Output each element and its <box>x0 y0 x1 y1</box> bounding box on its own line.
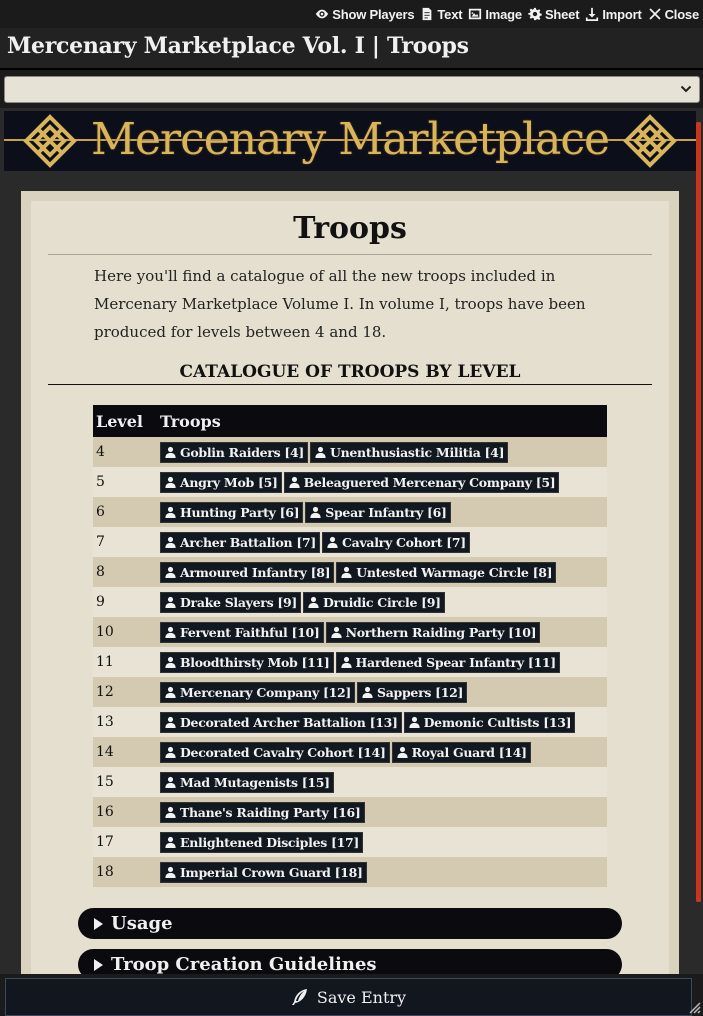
level-cell: 16 <box>93 797 157 827</box>
image-button[interactable] <box>468 7 522 22</box>
divider <box>48 254 652 255</box>
title-bar <box>0 28 703 70</box>
table-row <box>93 647 607 677</box>
troop-link[interactable] <box>160 802 365 823</box>
scrollbar-thumb[interactable] <box>696 122 701 902</box>
troop-link[interactable] <box>160 682 355 703</box>
banner-image <box>4 111 696 171</box>
troop-link[interactable] <box>160 442 308 463</box>
resize-handle-icon[interactable] <box>688 1001 702 1015</box>
feather-icon <box>291 988 309 1006</box>
troops-cell <box>157 557 607 587</box>
person-icon <box>409 716 420 728</box>
sheet-button[interactable] <box>528 7 579 22</box>
level-cell: 9 <box>93 587 157 617</box>
gear-icon <box>528 7 542 21</box>
troop-link-label: Beleaguered Mercenary Company [5] <box>303 474 556 490</box>
banner-title: Mercenary Marketplace <box>90 114 610 165</box>
troop-link-label: Hardened Spear Infantry [11] <box>355 654 556 670</box>
troop-link-label: Mad Mutagenists [15] <box>180 774 330 790</box>
save-entry-button[interactable] <box>5 978 692 1016</box>
troop-link[interactable] <box>160 712 402 733</box>
table-row <box>93 467 607 497</box>
troop-link[interactable] <box>160 652 334 673</box>
image-icon <box>468 7 482 21</box>
person-icon <box>165 866 176 878</box>
table-row <box>93 827 607 857</box>
sheet-label: Sheet <box>544 6 580 22</box>
troop-link[interactable] <box>160 562 334 583</box>
close-label: Close <box>664 6 699 22</box>
person-icon <box>165 446 176 458</box>
troop-link-label: Archer Battalion [7] <box>180 534 316 550</box>
table-row <box>93 677 607 707</box>
troop-link[interactable] <box>305 502 450 523</box>
troop-creation-guidelines-toggle[interactable] <box>78 949 622 974</box>
troop-link-label: Imperial Crown Guard [18] <box>180 864 363 880</box>
troop-link-label: Fervent Faithful [10] <box>180 624 320 640</box>
person-icon <box>341 566 352 578</box>
troops-cell <box>157 647 607 677</box>
troops-cell <box>157 827 607 857</box>
person-icon <box>289 476 300 488</box>
troop-link-label: Decorated Cavalry Cohort [14] <box>180 744 386 760</box>
troop-link-label: Royal Guard [14] <box>411 744 527 760</box>
troop-link-label: Untested Warmage Circle [8] <box>356 564 553 580</box>
table-row <box>93 767 607 797</box>
troop-link[interactable] <box>160 532 320 553</box>
disclosure-triangle-icon <box>94 959 103 971</box>
level-cell: 12 <box>93 677 157 707</box>
table-row <box>93 587 607 617</box>
content-viewer[interactable] <box>0 108 703 974</box>
person-icon <box>165 596 176 608</box>
document-icon <box>420 7 434 21</box>
troop-link[interactable] <box>160 592 301 613</box>
troop-link-label: Druidic Circle [9] <box>322 594 441 610</box>
troop-link-label: Angry Mob [5] <box>180 474 278 490</box>
troop-link[interactable] <box>310 442 508 463</box>
table-row <box>93 617 607 647</box>
table-row <box>93 497 607 527</box>
eye-icon <box>315 7 329 21</box>
troop-link[interactable] <box>284 472 560 493</box>
celtic-knot-icon <box>622 113 678 169</box>
troop-link[interactable] <box>336 652 560 673</box>
person-icon <box>165 806 176 818</box>
person-icon <box>397 746 408 758</box>
image-label: Image <box>485 6 522 22</box>
troop-link[interactable] <box>303 592 445 613</box>
intro-paragraph: Here you'll find a catalogue of all the new troops included in Mercenary Marketplace Volume I. In volume I, troops have been produced for levels between 4 and 18. <box>94 267 586 341</box>
import-button[interactable] <box>585 7 641 22</box>
troop-link[interactable] <box>160 622 324 643</box>
troops-cell <box>157 797 607 827</box>
troops-cell <box>157 737 607 767</box>
troop-link[interactable] <box>357 682 467 703</box>
level-cell: 8 <box>93 557 157 587</box>
troops-cell <box>157 497 607 527</box>
troops-cell <box>157 707 607 737</box>
level-cell: 14 <box>93 737 157 767</box>
person-icon <box>165 656 176 668</box>
troops-table <box>93 405 607 887</box>
level-cell: 17 <box>93 827 157 857</box>
table-row <box>93 857 607 887</box>
level-cell: 13 <box>93 707 157 737</box>
download-icon <box>585 7 599 21</box>
chevron-down-icon <box>680 83 692 95</box>
troop-link-label: Cavalry Cohort [7] <box>342 534 466 550</box>
table-row <box>93 707 607 737</box>
disclosure-triangle-icon <box>94 918 103 930</box>
troops-cell <box>157 677 607 707</box>
entry-select-dropdown[interactable] <box>4 76 700 103</box>
person-icon <box>165 686 176 698</box>
troop-link[interactable] <box>336 562 556 583</box>
person-icon <box>165 626 176 638</box>
troops-cell <box>157 767 607 797</box>
troop-link[interactable] <box>392 742 531 763</box>
column-header-level: Level <box>93 405 157 437</box>
troops-cell <box>157 587 607 617</box>
level-cell: 11 <box>93 647 157 677</box>
person-icon <box>165 536 176 548</box>
troop-link[interactable] <box>160 502 303 523</box>
show-players-label: Show Players <box>332 6 415 22</box>
person-icon <box>165 776 176 788</box>
import-label: Import <box>602 6 642 22</box>
troops-table-body <box>93 437 607 887</box>
footer-bar <box>0 974 703 1016</box>
table-row <box>93 437 607 467</box>
troop-link-label: Unenthusiastic Militia [4] <box>330 444 505 460</box>
troop-link-label: Sappers [12] <box>377 684 464 700</box>
troop-link-label: Thane's Raiding Party [16] <box>180 804 361 820</box>
troops-cell <box>157 857 607 887</box>
troop-link[interactable] <box>160 862 367 883</box>
divider <box>48 384 652 385</box>
table-row <box>93 557 607 587</box>
level-cell: 4 <box>93 437 157 467</box>
level-cell: 7 <box>93 527 157 557</box>
table-row <box>93 737 607 767</box>
troop-link-label: Spear Infantry [6] <box>325 504 447 520</box>
page-title: Mercenary Marketplace Vol. I | Troops <box>7 33 469 59</box>
troop-link-label: Northern Raiding Party [10] <box>345 624 537 640</box>
troop-link[interactable] <box>326 622 541 643</box>
troop-link-label: Goblin Raiders [4] <box>180 444 305 460</box>
troop-link-label: Mercenary Company [12] <box>180 684 352 700</box>
troop-link-label: Bloodthirsty Mob [11] <box>180 654 330 670</box>
person-icon <box>327 536 338 548</box>
text-label: Text <box>437 6 463 22</box>
troop-link-label: Demonic Cultists [13] <box>423 714 572 730</box>
show-players-button[interactable] <box>315 7 414 22</box>
section-heading: Troops <box>293 211 407 246</box>
level-cell: 10 <box>93 617 157 647</box>
section-label: Troop Creation Guidelines <box>111 954 377 974</box>
troop-link[interactable] <box>322 532 470 553</box>
catalogue-heading: CATALOGUE OF TROOPS BY LEVEL <box>179 362 521 382</box>
troops-cell <box>157 617 607 647</box>
top-toolbar <box>0 0 703 28</box>
person-icon <box>331 626 342 638</box>
troop-link-label: Decorated Archer Battalion [13] <box>180 714 398 730</box>
section-label: Usage <box>111 913 173 934</box>
troop-link[interactable] <box>404 712 576 733</box>
person-icon <box>341 656 352 668</box>
person-icon <box>362 686 373 698</box>
person-icon <box>165 746 176 758</box>
troops-cell <box>157 467 607 497</box>
table-header-row <box>93 405 607 437</box>
troop-link-label: Drake Slayers [9] <box>180 594 297 610</box>
person-icon <box>315 446 326 458</box>
level-cell: 18 <box>93 857 157 887</box>
troop-link-label: Armoured Infantry [8] <box>180 564 331 580</box>
person-icon <box>165 506 176 518</box>
close-icon <box>648 7 662 21</box>
troop-link[interactable] <box>160 742 390 763</box>
troop-link[interactable] <box>160 832 363 853</box>
troops-cell <box>157 437 607 467</box>
person-icon <box>165 566 176 578</box>
person-icon <box>308 596 319 608</box>
level-cell: 6 <box>93 497 157 527</box>
table-row <box>93 797 607 827</box>
troop-link-label: Enlightened Disciples [17] <box>180 834 360 850</box>
person-icon <box>310 506 321 518</box>
troop-link[interactable] <box>160 472 282 493</box>
usage-section-toggle[interactable] <box>78 908 622 939</box>
level-cell: 15 <box>93 767 157 797</box>
troops-cell <box>157 527 607 557</box>
troop-link[interactable] <box>160 772 334 793</box>
person-icon <box>165 716 176 728</box>
table-row <box>93 527 607 557</box>
person-icon <box>165 836 176 848</box>
person-icon <box>165 476 176 488</box>
text-button[interactable] <box>420 7 462 22</box>
column-header-troops: Troops <box>157 405 607 437</box>
level-cell: 5 <box>93 467 157 497</box>
save-entry-label: Save Entry <box>316 987 407 1007</box>
troop-link-label: Hunting Party [6] <box>180 504 300 520</box>
close-button[interactable] <box>648 7 699 22</box>
